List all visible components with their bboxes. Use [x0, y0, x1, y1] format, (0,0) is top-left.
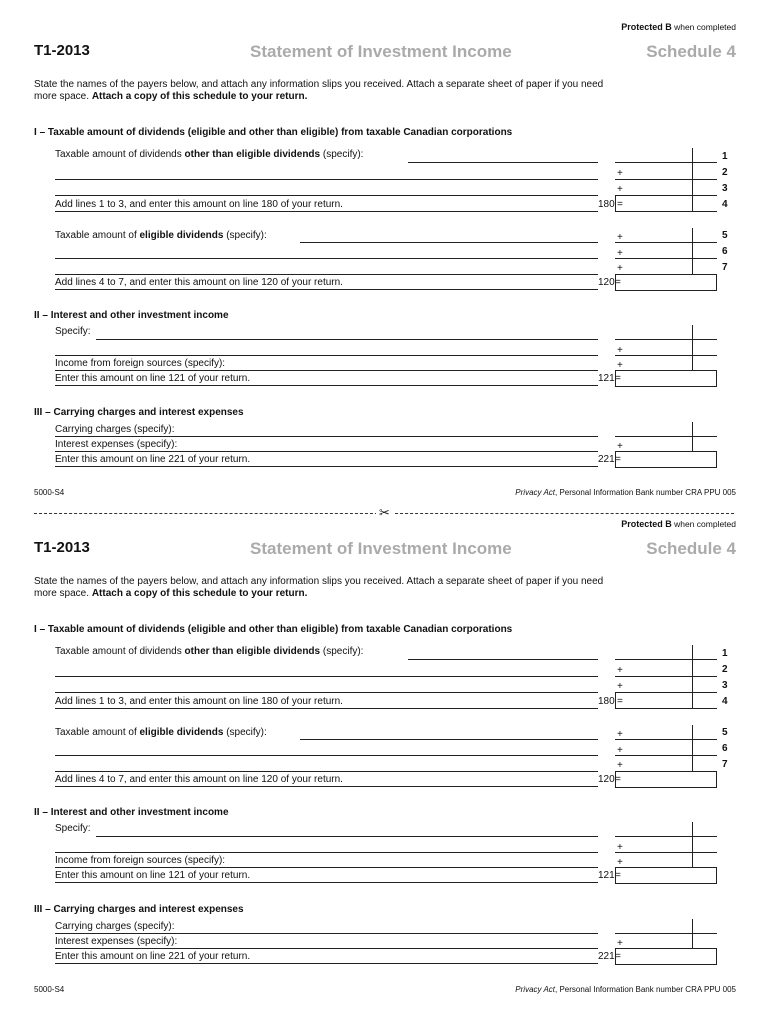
carrying-charges-field[interactable] [55, 933, 598, 934]
divider [55, 211, 598, 212]
interest-expenses-label: Interest expenses (specify): [55, 936, 178, 947]
foreign-income-field[interactable] [55, 370, 598, 371]
amount-field-line-6[interactable] [615, 755, 717, 756]
amount-field-line-5[interactable] [615, 242, 717, 243]
specify-label: Specify: [55, 326, 91, 337]
eligible-dividends-label: Taxable amount of eligible dividends (specify): [55, 230, 267, 241]
divider [55, 385, 598, 386]
protected-label: Protected B when completed [621, 22, 736, 32]
equals-sign: = [617, 696, 623, 707]
section-3-heading: III – Carrying charges and interest expenses [34, 904, 244, 915]
specify-label: Specify: [55, 823, 91, 834]
other-dividends-label: Taxable amount of dividends other than eligible dividends (specify): [55, 149, 364, 160]
divider [55, 466, 598, 467]
privacy-notice: Privacy Act, Personal Information Bank number CRA PPU 005 [515, 488, 736, 497]
equals-sign: = [615, 454, 621, 465]
interest-expenses-field[interactable] [55, 948, 598, 949]
divider [55, 708, 598, 709]
section-1-heading: I – Taxable amount of dividends (eligible and other than eligible) from taxable Canadian corporations [34, 127, 513, 138]
plus-sign: + [617, 760, 623, 771]
foreign-income-label: Income from foreign sources (specify): [55, 855, 226, 866]
line-code-221: 221 [598, 951, 615, 962]
payer-name-field[interactable] [55, 274, 598, 275]
line-code-180: 180 [598, 696, 615, 707]
payer-name-field[interactable] [408, 659, 598, 660]
form-title: Statement of Investment Income [250, 42, 512, 61]
payer-name-field[interactable] [300, 242, 598, 243]
line-number-2: 2 [722, 167, 728, 178]
plus-sign: + [617, 168, 623, 179]
amount-field-line-4[interactable] [615, 708, 717, 709]
plus-sign: + [617, 263, 623, 274]
payer-name-field[interactable] [300, 739, 598, 740]
divider [55, 882, 598, 883]
plus-sign: + [617, 938, 623, 949]
amount-field[interactable] [615, 852, 717, 853]
enter-line-121-label: Enter this amount on line 121 of your return. [55, 870, 251, 881]
specify-field[interactable] [55, 852, 598, 853]
equals-sign: = [615, 951, 621, 962]
add-lines-4-7-label: Add lines 4 to 7, and enter this amount on line 120 of your return. [55, 774, 343, 785]
total-box-edge [615, 195, 616, 211]
payer-name-field[interactable] [55, 258, 598, 259]
interest-expenses-field[interactable] [55, 451, 598, 452]
payer-name-field[interactable] [408, 162, 598, 163]
payer-name-field[interactable] [55, 676, 598, 677]
amount-field[interactable] [615, 355, 717, 356]
divider [55, 289, 598, 290]
line-number-1: 1 [722, 648, 728, 659]
plus-sign: + [617, 665, 623, 676]
amount-field[interactable] [615, 436, 717, 437]
specify-field[interactable] [96, 836, 598, 837]
interest-expenses-label: Interest expenses (specify): [55, 439, 178, 450]
line-number-1: 1 [722, 151, 728, 162]
cents-divider [692, 822, 693, 868]
plus-sign: + [617, 345, 623, 356]
section-2-heading: II – Interest and other investment income [34, 807, 229, 818]
line-number-4: 4 [722, 199, 728, 210]
amount-field-line-5[interactable] [615, 739, 717, 740]
enter-line-221-label: Enter this amount on line 221 of your return. [55, 951, 251, 962]
total-amount-box-121[interactable] [615, 867, 717, 884]
plus-sign: + [617, 857, 623, 868]
enter-line-121-label: Enter this amount on line 121 of your return. [55, 373, 251, 384]
schedule-number: Schedule 4 [646, 42, 736, 61]
total-amount-box-120[interactable] [615, 771, 717, 788]
form-id: T1-2013 [34, 42, 90, 59]
line-number-7: 7 [722, 759, 728, 770]
line-code-121: 121 [598, 870, 615, 881]
line-code-221: 221 [598, 454, 615, 465]
section-3-heading: III – Carrying charges and interest expenses [34, 407, 244, 418]
line-number-3: 3 [722, 680, 728, 691]
payer-name-field[interactable] [55, 195, 598, 196]
amount-field[interactable] [615, 339, 717, 340]
specify-field[interactable] [96, 339, 598, 340]
amount-field-line-6[interactable] [615, 258, 717, 259]
amount-field-line-2[interactable] [615, 179, 717, 180]
line-number-3: 3 [722, 183, 728, 194]
cents-divider [692, 228, 693, 274]
total-amount-box-121[interactable] [615, 370, 717, 387]
amount-field[interactable] [615, 836, 717, 837]
cents-divider [692, 422, 693, 452]
plus-sign: + [617, 441, 623, 452]
carrying-charges-label: Carrying charges (specify): [55, 921, 175, 932]
line-code-120: 120 [598, 277, 615, 288]
other-dividends-label: Taxable amount of dividends other than eligible dividends (specify): [55, 646, 364, 657]
payer-name-field[interactable] [55, 179, 598, 180]
section-1-heading: I – Taxable amount of dividends (eligible and other than eligible) from taxable Canadian corporations [34, 624, 513, 635]
line-number-6: 6 [722, 246, 728, 257]
plus-sign: + [617, 360, 623, 371]
privacy-notice: Privacy Act, Personal Information Bank number CRA PPU 005 [515, 985, 736, 994]
divider [55, 963, 598, 964]
equals-sign: = [617, 199, 623, 210]
divider [55, 786, 598, 787]
equals-sign: = [615, 373, 621, 384]
add-lines-1-3-label: Add lines 1 to 3, and enter this amount on line 180 of your return. [55, 199, 343, 210]
line-code-180: 180 [598, 199, 615, 210]
amount-field-line-2[interactable] [615, 676, 717, 677]
line-code-120: 120 [598, 774, 615, 785]
plus-sign: + [617, 745, 623, 756]
cents-divider [692, 919, 693, 949]
cents-divider [692, 325, 693, 371]
schedule-number: Schedule 4 [646, 539, 736, 558]
payer-name-field[interactable] [55, 755, 598, 756]
amount-field-line-3[interactable] [615, 692, 717, 693]
form-code: 5000-S4 [34, 488, 65, 497]
foreign-income-label: Income from foreign sources (specify): [55, 358, 226, 369]
line-number-7: 7 [722, 262, 728, 273]
add-lines-1-3-label: Add lines 1 to 3, and enter this amount on line 180 of your return. [55, 696, 343, 707]
payer-name-field[interactable] [55, 771, 598, 772]
amount-field-line-1[interactable] [615, 659, 717, 660]
equals-sign: = [615, 870, 621, 881]
plus-sign: + [617, 232, 623, 243]
total-box-edge [615, 692, 616, 708]
amount-field-line-4[interactable] [615, 211, 717, 212]
total-amount-box-221[interactable] [615, 451, 717, 468]
protected-label: Protected B when completed [621, 519, 736, 529]
line-number-6: 6 [722, 743, 728, 754]
plus-sign: + [617, 184, 623, 195]
schedule-form-copy [0, 519, 770, 1009]
amount-field-line-3[interactable] [615, 195, 717, 196]
form-title: Statement of Investment Income [250, 539, 512, 558]
cents-divider [692, 725, 693, 771]
plus-sign: + [617, 729, 623, 740]
carrying-charges-label: Carrying charges (specify): [55, 424, 175, 435]
line-number-2: 2 [722, 664, 728, 675]
intro-text: State the names of the payers below, and attach any information slips you received. Attach a separate sheet of paper if you need more space. Attach a copy of this schedule to your return. [34, 576, 604, 599]
foreign-income-field[interactable] [55, 867, 598, 868]
plus-sign: + [617, 248, 623, 259]
plus-sign: + [617, 681, 623, 692]
scissors-icon: ✂ [376, 505, 393, 521]
schedule-form [0, 22, 770, 512]
line-number-5: 5 [722, 230, 728, 241]
form-id: T1-2013 [34, 539, 90, 556]
payer-name-field[interactable] [55, 692, 598, 693]
form-code: 5000-S4 [34, 985, 65, 994]
carrying-charges-field[interactable] [55, 436, 598, 437]
intro-text: State the names of the payers below, and attach any information slips you received. Attach a separate sheet of paper if you need more space. Attach a copy of this schedule to your return. [34, 79, 604, 102]
total-amount-box-120[interactable] [615, 274, 717, 291]
amount-field[interactable] [615, 933, 717, 934]
line-number-5: 5 [722, 727, 728, 738]
cents-divider [692, 645, 693, 708]
equals-sign: = [615, 277, 621, 288]
cents-divider [692, 148, 693, 211]
line-code-121: 121 [598, 373, 615, 384]
add-lines-4-7-label: Add lines 4 to 7, and enter this amount on line 120 of your return. [55, 277, 343, 288]
enter-line-221-label: Enter this amount on line 221 of your return. [55, 454, 251, 465]
plus-sign: + [617, 842, 623, 853]
amount-field-line-1[interactable] [615, 162, 717, 163]
line-number-4: 4 [722, 696, 728, 707]
total-amount-box-221[interactable] [615, 948, 717, 965]
eligible-dividends-label: Taxable amount of eligible dividends (specify): [55, 727, 267, 738]
equals-sign: = [615, 774, 621, 785]
specify-field[interactable] [55, 355, 598, 356]
section-2-heading: II – Interest and other investment income [34, 310, 229, 321]
